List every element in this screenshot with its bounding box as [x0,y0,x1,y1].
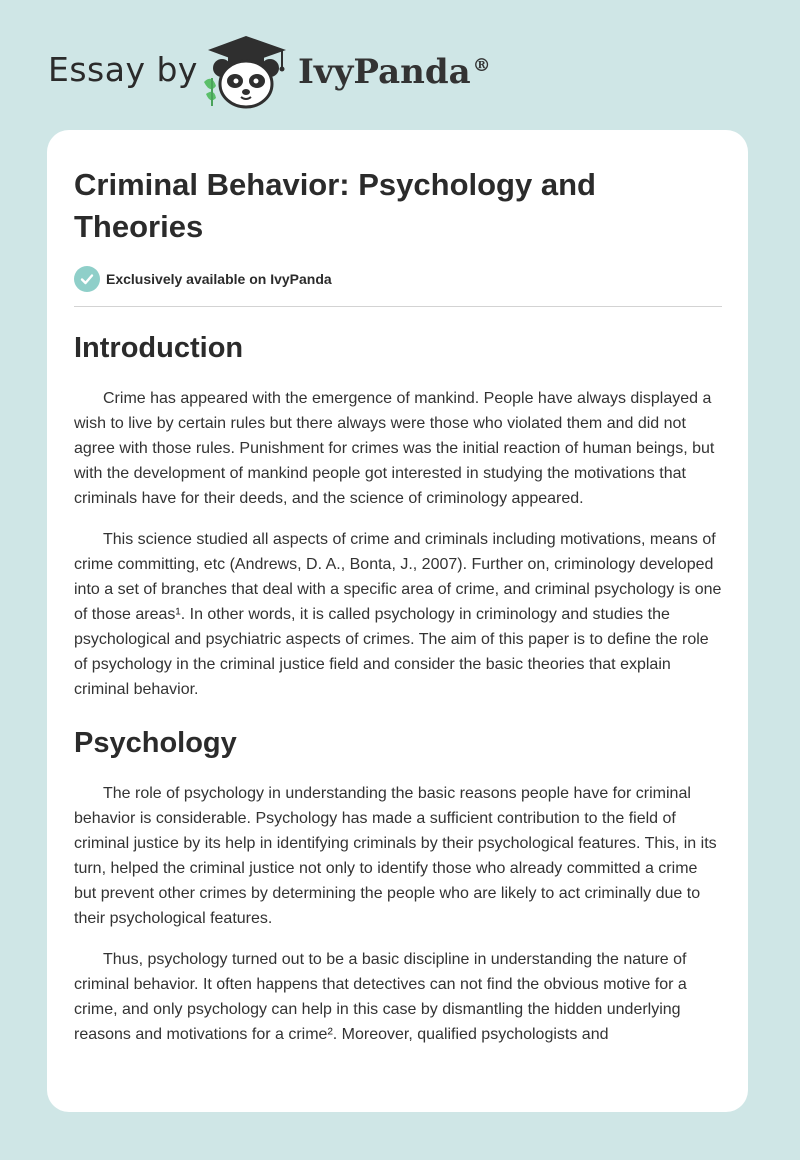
essay-card [47,130,748,1112]
site-header [0,0,800,130]
exclusive-badge [74,265,722,293]
panda-graduate-icon[interactable] [198,34,294,110]
paragraph: This science studied all aspects of crime and criminals including motivations, means of crime committing, etc (Andrews, D. A., Bonta, J., 2007). Further on, criminology developed into a set of branches that deal with a specific area of crime, and criminal psychology is one of those areas¹. In other words, it is called psychology in criminology and studies the psychological and psychiatric aspects of crimes. The aim of this paper is to define the role of psychology in the criminal justice field and consider the basic theories that explain criminal behavior. [74,531,722,698]
divider [74,306,722,307]
paragraph: Thus, psychology turned out to be a basic discipline in understanding the nature of criminal behavior. It often happens that detectives can not find the obvious motive for a crime, and only psychology can help in this case by dismantling the hidden underlying reasons and motivations for a crime². Moreover, qualified psychologists and [74,951,687,1043]
section-heading-psychology: Psychology [74,727,237,759]
section-heading-introduction: Introduction [74,332,244,364]
page-title: Criminal Behavior: Psychology and Theories [74,167,596,244]
essay-by-label: Essay by [48,50,198,89]
exclusive-label: Exclusively available on IvyPanda [106,271,332,287]
paragraph: The role of psychology in understanding the basic reasons people have for criminal behavior is considerable. Psychology has made a sufficient contribution to the field of criminal justice by its help in identifying criminals by their psychological features. This, in its turn, helped the criminal justice not only to identify those who already committed a crime but prevent other crimes by determining the people who are likely to act criminally due to their psychological features. [74,785,717,927]
brand-name[interactable]: IvyPanda ® [298,52,491,92]
check-icon [74,266,100,292]
paragraph: Crime has appeared with the emergence of mankind. People have always displayed a wish to live by certain rules but there always were those who violated them and did not agree with those rules. Punishment for crimes was the initial reaction of human beings, but with the development of mankind people got interested in studying the motivations that criminals have for their deeds, and the science of criminology appeared. [74,390,715,507]
